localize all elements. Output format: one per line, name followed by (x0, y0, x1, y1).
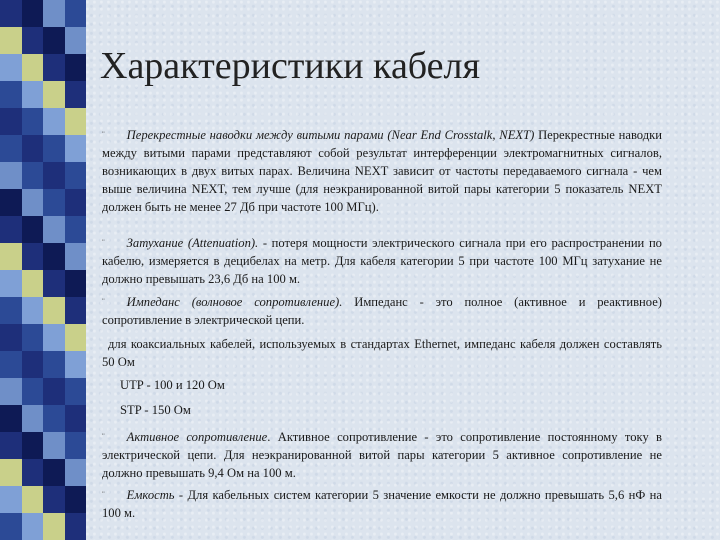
stripe-row (0, 324, 86, 351)
stripe-cell (43, 270, 65, 297)
stripe-cell (65, 108, 87, 135)
stripe-cell (22, 216, 44, 243)
stripe-cell (65, 378, 87, 405)
stripe-cell (0, 432, 22, 459)
stripe-cell (43, 324, 65, 351)
stripe-row (0, 243, 86, 270)
stripe-row (0, 405, 86, 432)
stripe-cell (43, 351, 65, 378)
stripe-row (0, 459, 86, 486)
stripe-cell (43, 405, 65, 432)
stripe-row (0, 513, 86, 540)
stripe-cell (65, 243, 87, 270)
stripe-cell (0, 27, 22, 54)
stripe-cell (65, 324, 87, 351)
stripe-cell (22, 378, 44, 405)
item-text: Импеданс - это полное (активное и реактивное) сопротивление в электрической цепи. (102, 295, 663, 327)
stripe-cell (65, 216, 87, 243)
stripe-cell (43, 162, 65, 189)
stripe-cell (43, 189, 65, 216)
stripe-row (0, 27, 86, 54)
item-term: Импеданс (волновое сопротивление). (126, 295, 343, 309)
stripe-row (0, 162, 86, 189)
item-text: UTP - 100 и 120 Ом (120, 378, 225, 392)
item-term: Емкость (126, 488, 175, 502)
stripe-cell (22, 108, 44, 135)
item-text: Перекрестные наводки между витыми парами представляют собой результат интерференции электромагнитных сигналов, возникающих в двух витых парах. Величина NEXT зависит от частоты передаваемого сигнала - чем выше величина NEXT, тем лучше (для неэкранированной витой пары категории 5 показатель NEXT должен быть не менее 27 Дб при частоте 100 МГц). (102, 128, 663, 214)
stripe-cell (65, 351, 87, 378)
bullet-icon: ¨ (102, 297, 105, 306)
stripe-cell (0, 513, 22, 540)
stripe-cell (0, 459, 22, 486)
stripe-cell (0, 270, 22, 297)
item-utp (120, 376, 680, 394)
bullet-icon: ¨ (102, 432, 105, 441)
stripe-row (0, 297, 86, 324)
stripe-cell (22, 486, 44, 513)
stripe-cell (0, 351, 22, 378)
stripe-cell (0, 378, 22, 405)
stripe-cell (22, 324, 44, 351)
stripe-cell (65, 432, 87, 459)
stripe-cell (22, 189, 44, 216)
stripe-cell (43, 54, 65, 81)
item-term: Перекрестные наводки между витыми парами (Near End Crosstalk, NEXT) (126, 128, 535, 142)
bullet-icon: ¨ (102, 130, 105, 139)
stripe-cell (0, 243, 22, 270)
stripe-row (0, 378, 86, 405)
stripe-cell (0, 486, 22, 513)
stripe-cell (43, 243, 65, 270)
stripe-cell (65, 189, 87, 216)
stripe-row (0, 54, 86, 81)
stripe-cell (65, 0, 87, 27)
bullet-icon: ¨ (102, 238, 105, 247)
stripe-cell (65, 297, 87, 324)
stripe-cell (43, 27, 65, 54)
stripe-cell (65, 513, 87, 540)
stripe-row (0, 108, 86, 135)
stripe-cell (65, 81, 87, 108)
stripe-cell (65, 459, 87, 486)
stripe-cell (65, 162, 87, 189)
stripe-cell (43, 378, 65, 405)
stripe-row (0, 270, 86, 297)
item-text: STP - 150 Ом (120, 403, 191, 417)
item-capacitance (102, 486, 662, 522)
item-text: - потеря мощности электрического сигнала при его распространении по кабелю, измеряется в децибелах на метр. Для кабеля категории 5 при частоте 100 МГц затухание не должно превышать 23,6 Дб на 100 м. (102, 236, 662, 286)
stripe-cell (43, 297, 65, 324)
item-text: для коаксиальных кабелей, используемых в стандартах Ethernet, импеданс кабеля должен составлять 50 Ом (102, 337, 662, 369)
stripe-cell (0, 162, 22, 189)
stripe-cell (22, 405, 44, 432)
stripe-row (0, 486, 86, 513)
stripe-row (0, 81, 86, 108)
item-attenuation (102, 234, 662, 288)
stripe-cell (22, 135, 44, 162)
stripe-cell (0, 0, 22, 27)
item-coax (102, 335, 662, 371)
item-text: . Активное сопротивление - это сопротивление постоянному току в электрической цепи. Для неэкранированной витой пары категории 5 активное сопротивление не должно превышать 9,4 Ом на 100 м. (102, 430, 663, 480)
stripe-row (0, 351, 86, 378)
stripe-cell (0, 405, 22, 432)
stripe-cell (22, 81, 44, 108)
stripe-cell (22, 297, 44, 324)
stripe-cell (43, 0, 65, 27)
stripe-cell (43, 486, 65, 513)
stripe-row (0, 216, 86, 243)
item-stp (120, 401, 680, 419)
stripe-cell (43, 81, 65, 108)
stripe-cell (0, 81, 22, 108)
stripe-cell (0, 297, 22, 324)
item-term: Затухание (Attenuation). (126, 236, 259, 250)
stripe-cell (0, 324, 22, 351)
stripe-cell (22, 0, 44, 27)
item-next (102, 126, 662, 216)
stripe-cell (0, 54, 22, 81)
item-term: Активное сопротивление (126, 430, 268, 444)
stripe-cell (65, 27, 87, 54)
stripe-cell (22, 459, 44, 486)
stripe-cell (43, 513, 65, 540)
stripe-cell (65, 54, 87, 81)
stripe-cell (0, 216, 22, 243)
item-impedance (102, 293, 662, 329)
stripe-cell (0, 135, 22, 162)
slide-title: Характеристики кабеля (100, 45, 480, 87)
stripe-row (0, 189, 86, 216)
stripe-cell (0, 108, 22, 135)
stripe-cell (0, 189, 22, 216)
stripe-cell (22, 513, 44, 540)
stripe-cell (22, 54, 44, 81)
stripe-cell (65, 270, 87, 297)
stripe-cell (65, 135, 87, 162)
stripe-cell (22, 432, 44, 459)
item-text: - Для кабельных систем категории 5 значение емкости не должно превышать 5,6 нФ на 100 м. (102, 488, 662, 520)
stripe-cell (65, 405, 87, 432)
decorative-stripe-bar (0, 0, 86, 540)
stripe-cell (22, 27, 44, 54)
stripe-row (0, 0, 86, 27)
stripe-row (0, 135, 86, 162)
stripe-cell (65, 486, 87, 513)
bullet-icon: ¨ (102, 490, 105, 499)
stripe-cell (43, 216, 65, 243)
item-resistance (102, 428, 662, 482)
stripe-cell (43, 135, 65, 162)
stripe-cell (22, 162, 44, 189)
stripe-cell (43, 459, 65, 486)
stripe-cell (22, 270, 44, 297)
stripe-cell (43, 108, 65, 135)
stripe-cell (22, 243, 44, 270)
stripe-cell (43, 432, 65, 459)
stripe-row (0, 432, 86, 459)
stripe-cell (22, 351, 44, 378)
